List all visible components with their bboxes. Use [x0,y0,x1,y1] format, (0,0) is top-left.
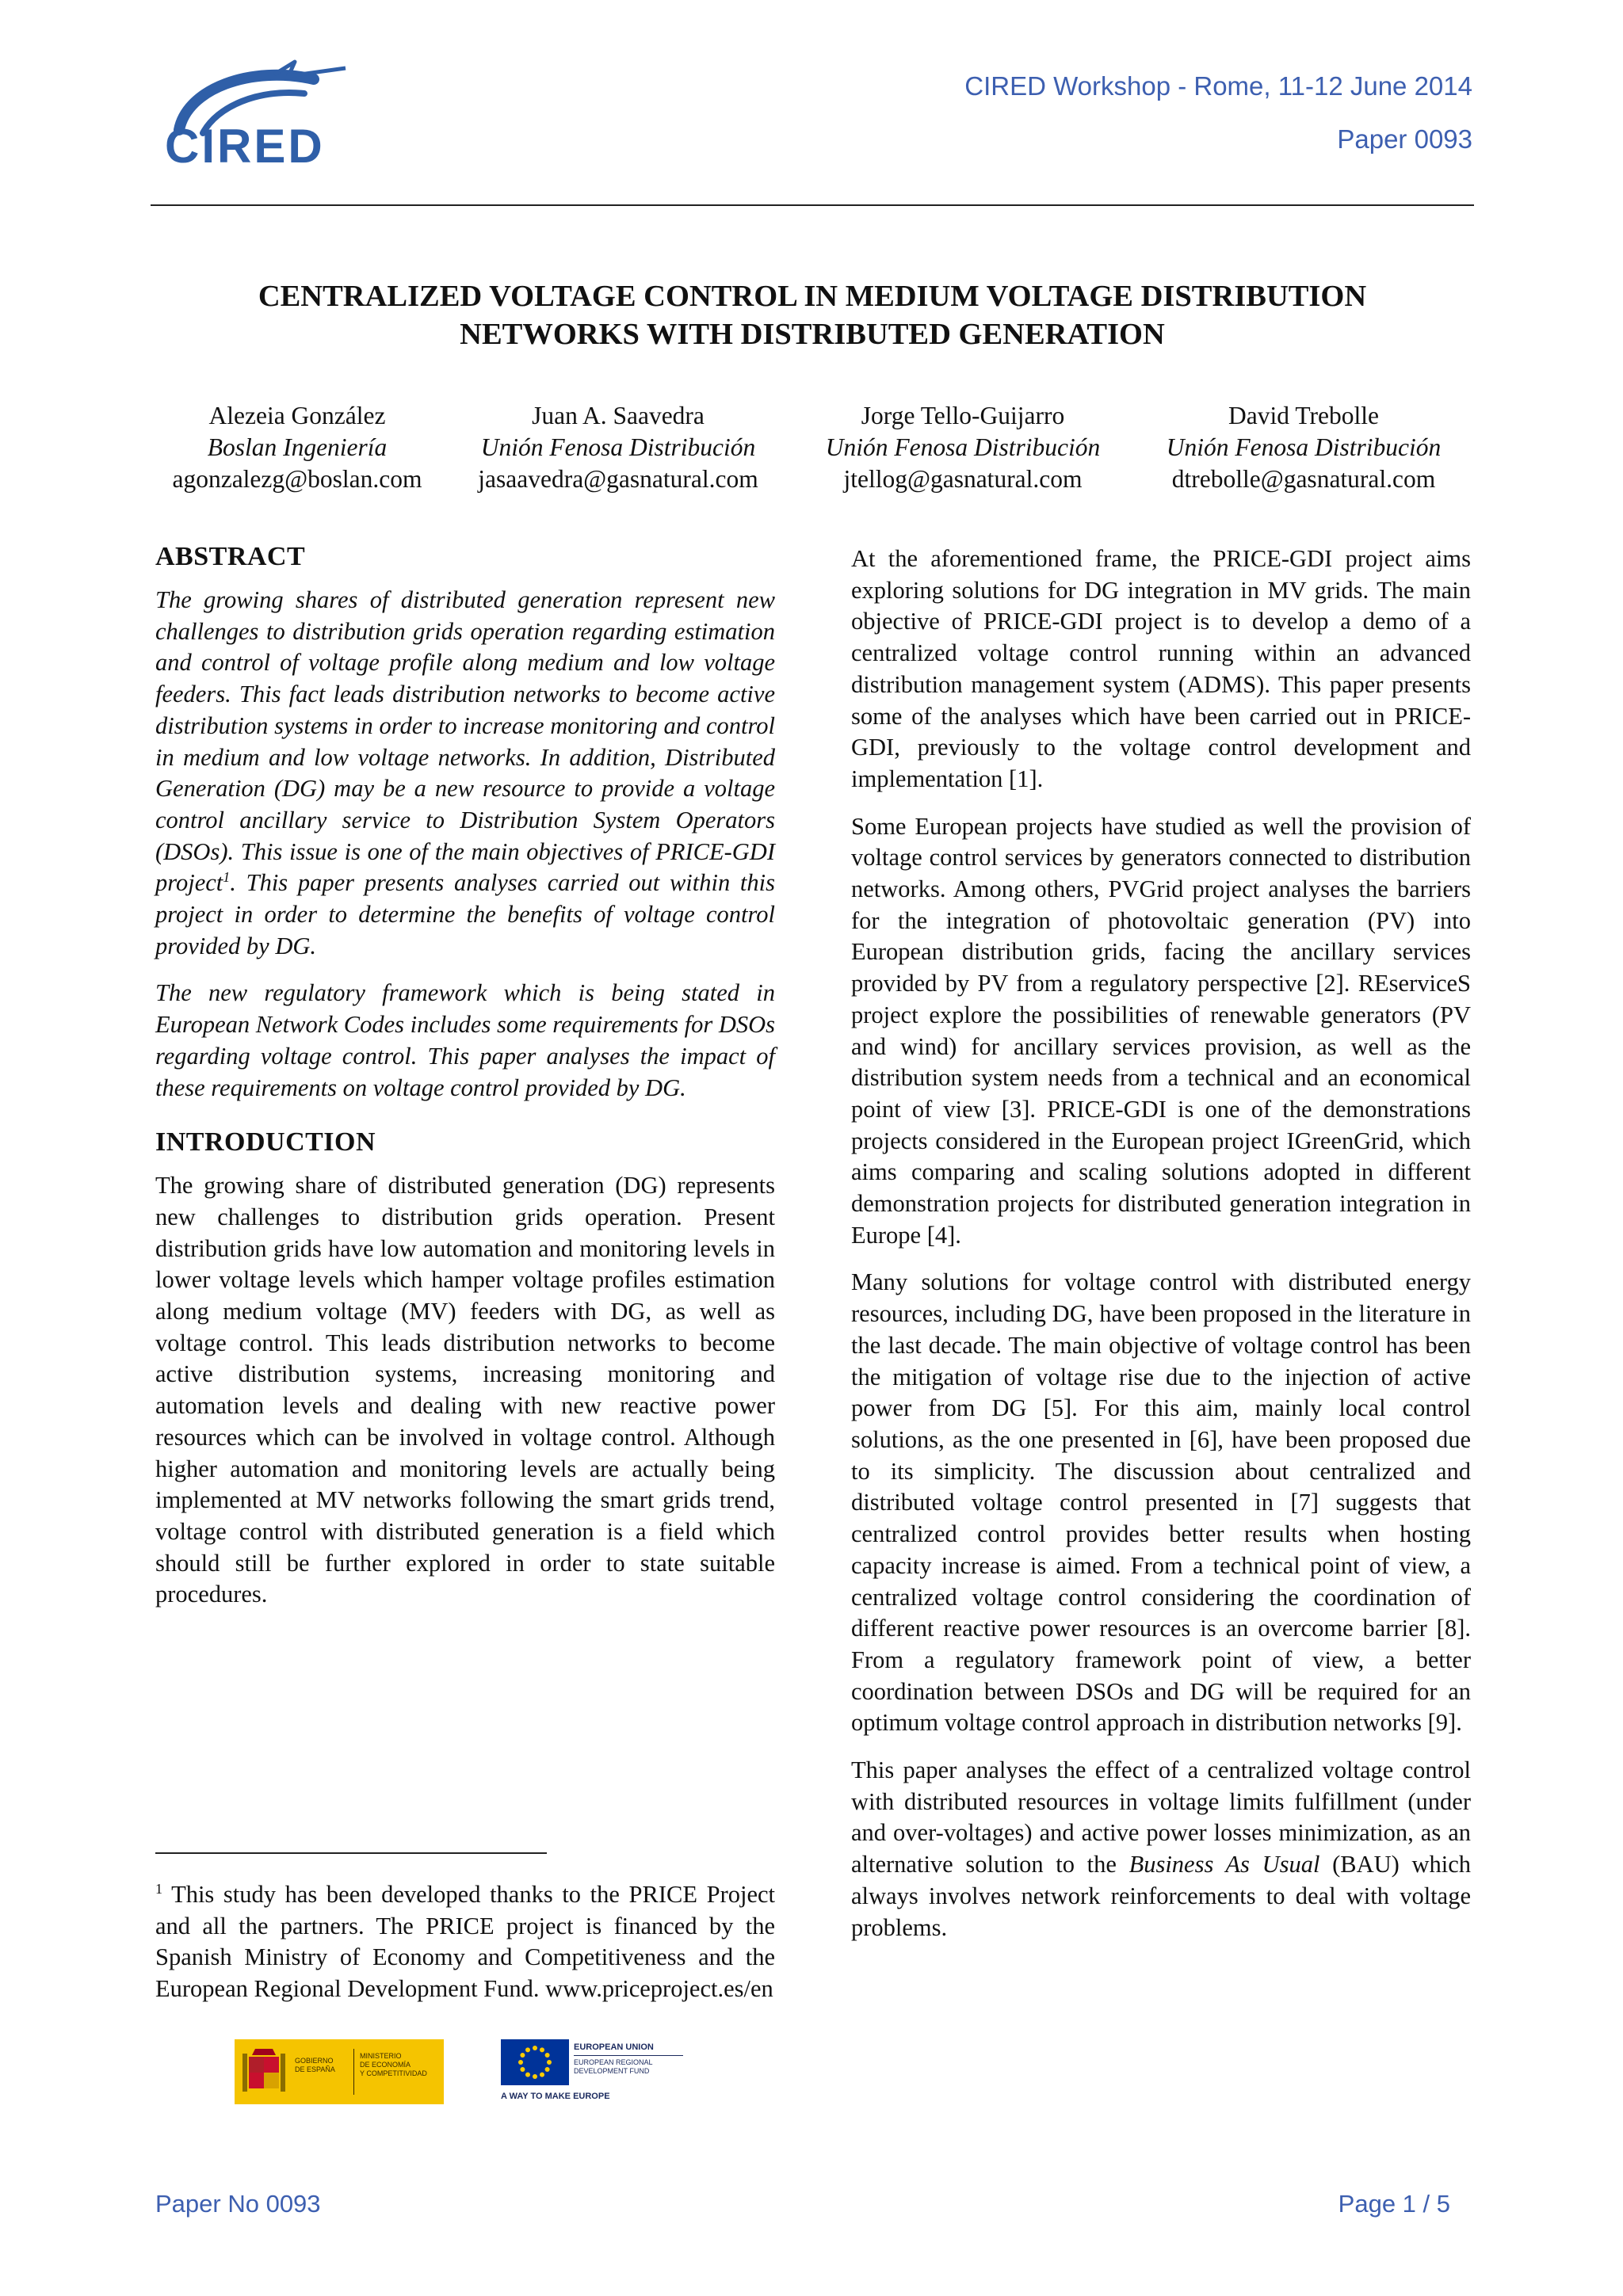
body-text: This paper analyses the effect of a centralized voltage control with distributed resources in voltage limits fulfillment (under and over-voltages) and active power losses minimization, as an alternative solution to the [851,1756,1471,1878]
cired-logo-text: CIRED [165,120,325,173]
paper-title [151,277,1474,353]
author-block [1137,400,1470,495]
spain-coat-of-arms-icon [241,2046,287,2098]
gobierno-text: GOBIERNO DE ESPAÑA [295,2057,335,2073]
title-line-2: NETWORKS WITH DISTRIBUTED GENERATION [460,318,1165,351]
introduction-paragraph: The growing share of distributed generation (DG) represents new challenges to distribution grids operation. Present distribution grids have low automation and monitoring levels in lower voltage levels which hamper voltage profiles estimation along medium voltage (MV) feeders with DG, as well as voltage control. This leads distribution networks to become active distribution systems, increasing monitoring and automation levels and dealing with new reactive power resources which can be involved in voltage control. Although higher automation and monitoring levels are actually being implemented at MV networks following the smart grids trend, voltage control with distributed generation is a field which should still be further explored in order to state suitable procedures. [155,1172,775,1608]
author-list [151,400,1474,503]
author-block [800,400,1125,495]
author-email: agonzalezg@boslan.com [172,465,422,493]
footnote [155,1879,775,2005]
body-paragraph: Some European projects have studied as well the provision of voltage control services by generators connected to distribution networks. Among others, PVGrid project analyses the barriers for the integration of photovoltaic generation (PV) into European distribution grids, facing the ancillary services provided by PV from a regulatory perspective [2]. REserviceS project explore the possibilities of renewable generators (PV and wind) for ancillary services provision, as well as the distribution system needs from a technical and an economical point of view [3]. PRICE-GDI is one of the demonstrations projects considered in the European project IGreenGrid, which aims comparing and scaling solutions adopted in different demonstration projects for distributed generation integration in Europe [4]. [851,812,1471,1249]
title-line-1: CENTRALIZED VOLTAGE CONTROL IN MEDIUM VOLTAGE DISTRIBUTION [258,280,1367,313]
author-name: Alezeia González [208,402,386,429]
author-email: dtrebolle@gasnatural.com [1171,465,1436,493]
abstract-heading: ABSTRACT [155,542,306,571]
header-divider [151,204,1474,206]
eu-fund-name: EUROPEAN REGIONAL DEVELOPMENT FUND [574,2058,653,2075]
body-paragraph: Many solutions for voltage control with distributed energy resources, including DG, have been proposed in the literature in the last decade. The main objective of voltage control has been the mitigation of voltage rise due to the injection of active power from DG [5]. For this aim, mainly local control solutions, as the one presented in [6], have been proposed due to its simplicity. The discussion about centralized and distributed voltage control presented in [7] suggests that centralized control provides better results when hosting capacity increase is aimed. From a technical point of view, a centralized voltage control considering the coordination of different reactive power resources is an overcome barrier [8]. From a regulatory framework point of view, a better coordination between DSOs and DG will be required for an optimum voltage control approach in distribution networks [9]. [851,1268,1471,1737]
logo-divider [353,2049,354,2095]
eu-title: EUROPEAN UNION [574,2042,654,2052]
eu-divider [574,2055,683,2056]
author-affiliation: Unión Fenosa Distribución [1166,433,1442,461]
footnote-text: This study has been developed thanks to the PRICE Project and all the partners. The PRICE project is financed by the Spanish Ministry of Economy and Competitiveness and the European Regional Development Fund. www.priceproject.es/en [155,1881,775,2003]
footnote-reference: 1 [223,869,231,886]
introduction-heading: INTRODUCTION [155,1127,376,1158]
abstract-paragraph: The new regulatory framework which is being stated in European Network Codes includes some requirements for DSOs regarding voltage control. This paper analyses the impact of these requirements on voltage control provided by DG. [155,979,775,1101]
author-name: Jorge Tello-Guijarro [861,402,1065,429]
footnote-marker: 1 [155,1880,162,1897]
conference-name: CIRED Workshop - Rome, 11-12 June 2014 [964,71,1472,101]
ministerio-text: MINISTERIO DE ECONOMÍA Y COMPETITIVIDAD [360,2052,427,2077]
eu-motto: A WAY TO MAKE EUROPE [501,2092,610,2101]
footer-page-number: Page 1 / 5 [1338,2190,1450,2218]
author-affiliation: Unión Fenosa Distribución [825,433,1101,461]
author-affiliation: Boslan Ingeniería [207,433,388,461]
author-affiliation: Unión Fenosa Distribución [480,433,756,461]
eu-regional-fund-logo [501,2039,688,2106]
author-name: David Trebolle [1228,402,1379,429]
cired-logo [155,57,350,177]
abstract-paragraph [155,585,775,962]
abstract-text: The growing shares of distributed generation represent new challenges to distribution grids operation regarding estimation and control of voltage profile along medium and low voltage feeders. This fact leads distribution networks to become active distribution systems in order to increase monitoring and control in medium and low voltage networks. In addition, Distributed Generation (DG) may be a new resource to provide a voltage control ancillary service to Distribution System Operators (DSOs). This issue is one of the main objectives of PRICE-GDI project [155,586,775,897]
author-email: jtellog@gasnatural.com [843,465,1083,493]
eu-flag-icon [501,2039,569,2085]
right-column [851,543,1471,1959]
body-text-italic: Business As Usual [1128,1851,1320,1878]
author-block [444,400,792,495]
body-paragraph: At the aforementioned frame, the PRICE-GDI project aims exploring solutions for DG integration in MV grids. The main objective of PRICE-GDI project is to develop a demo of a centralized voltage control running within an advanced distribution management system (ADMS). This paper presents some of the analyses which have been carried out in PRICE-GDI, previously to the voltage control development and implementation [1]. [851,545,1471,792]
abstract-text-cont: . This paper presents analyses carried out within this project in order to determine the benefits of voltage control provided by DG. [155,869,775,959]
author-name: Juan A. Saavedra [532,402,705,429]
footnote-divider [155,1852,547,1854]
body-text-cont: (BAU) which always involves network reinforcements to deal with voltage problems. [851,1851,1471,1941]
gobierno-espana-logo [235,2039,444,2104]
body-paragraph [851,1755,1471,1943]
paper-number-header: Paper 0093 [1337,124,1472,154]
left-column [155,540,775,1627]
footer-paper-number: Paper No 0093 [155,2190,321,2218]
author-block [151,400,444,495]
author-email: jasaavedra@gasnatural.com [478,465,758,493]
